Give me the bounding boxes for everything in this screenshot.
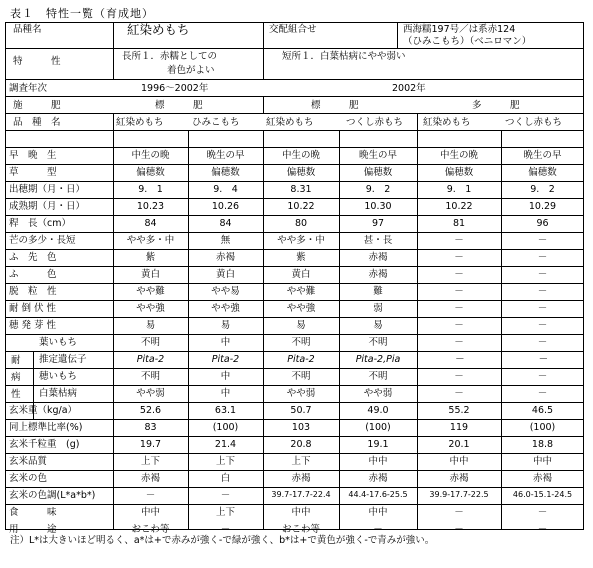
- cell-value: 上下: [215, 507, 235, 518]
- cell-value: (100): [529, 422, 556, 433]
- cell-value: －: [537, 388, 548, 399]
- cell-value: 10.26: [211, 201, 240, 212]
- cell-value: －: [537, 337, 548, 348]
- cell-value: －: [454, 337, 464, 348]
- cell-value: －: [454, 507, 464, 518]
- cell-value: 晩生の早: [358, 150, 397, 161]
- cell-value: 19.1: [367, 439, 389, 450]
- variety-col-5: 紅染めもち: [423, 117, 471, 128]
- row-label: 玄米品質: [9, 456, 48, 467]
- cell-value: 20.8: [290, 439, 312, 450]
- cell-value: 80: [294, 218, 308, 229]
- row-label: 玄米の色調(L*a*b*): [9, 490, 96, 501]
- cell-value: 10.22: [287, 201, 315, 212]
- fert-heavy: 多 肥: [472, 100, 520, 111]
- cell-value: 黄白: [140, 269, 160, 280]
- cell-value: おこわ等: [281, 524, 320, 535]
- disease-group-char-2: 病: [11, 372, 21, 383]
- row-label: 稈 長（cm）: [9, 218, 71, 229]
- row-label: ふ 先 色: [9, 252, 57, 263]
- merit-line-1: 長所１．赤糯としての: [122, 51, 218, 62]
- cross-line-2: （ひみこもち）（べニロマン）: [403, 36, 532, 47]
- cell-value: 赤褐: [368, 269, 388, 280]
- cell-value: 偏穂数: [286, 167, 316, 178]
- cell-value: やや強: [136, 303, 165, 314]
- cell-value: 10.22: [445, 201, 473, 212]
- cell-value: 119: [449, 422, 469, 433]
- cell-value: 9. 1: [446, 184, 472, 195]
- cell-value: やや強: [286, 303, 316, 314]
- cell-value: 18.8: [531, 439, 554, 450]
- row-label: 早 晩 生: [9, 150, 57, 161]
- cell-value: やや多・中: [277, 235, 325, 246]
- row-label: 草 型: [9, 167, 57, 178]
- cell-value: 不明: [291, 371, 311, 382]
- cell-value: 赤褐: [368, 473, 388, 484]
- row-label: 成熟期（月・日）: [9, 201, 86, 212]
- cell-value: 9. 1: [138, 184, 163, 195]
- cell-value: －: [537, 235, 548, 246]
- cell-value: 52.6: [139, 405, 162, 416]
- cell-value: 中生の晩: [281, 150, 320, 161]
- cell-value: 易: [373, 320, 383, 331]
- cell-value: 中中: [140, 507, 160, 518]
- cell-value: やや弱: [363, 388, 393, 399]
- cell-value: 赤褐: [449, 473, 469, 484]
- merit-line-2: 着色がよい: [167, 65, 215, 76]
- cell-value: 中中: [368, 507, 388, 518]
- cell-value: －: [454, 286, 464, 297]
- row-label: 推定遺伝子: [39, 354, 87, 365]
- cell-value: 上下: [140, 456, 160, 467]
- cross-line-1: 西海糯197号／は系赤124: [403, 24, 516, 35]
- variety-name-label: 品種名: [13, 24, 42, 35]
- cell-value: 甚・長: [363, 235, 393, 246]
- cell-value: 中生の晩: [439, 150, 478, 161]
- cell-value: 49.0: [367, 405, 389, 416]
- demerit: 短所１．白葉枯病にやや弱い: [282, 51, 406, 62]
- cell-value: 偏穂数: [528, 167, 557, 178]
- cell-value: 中中: [368, 456, 388, 467]
- cell-value: 不明: [368, 371, 388, 382]
- cell-value: (100): [212, 422, 239, 433]
- row-label: 脱 粒 性: [9, 286, 57, 297]
- cell-value: －: [454, 252, 464, 263]
- cell-value: 84: [219, 218, 232, 229]
- cell-value: 上下: [291, 456, 311, 467]
- row-label: 芒の多少・長短: [9, 235, 76, 246]
- row-label: 穂 発 芽 性: [9, 320, 57, 331]
- cell-value: 9. 2: [365, 184, 391, 195]
- cell-value: 63.1: [214, 405, 237, 416]
- trait-label: 特 性: [13, 56, 61, 67]
- cell-value: 10.29: [528, 201, 557, 212]
- row-label: 出穂期（月・日）: [9, 184, 86, 195]
- cell-value: 21.4: [214, 439, 237, 450]
- cell-value: 20.1: [448, 439, 470, 450]
- cell-value: 中中: [449, 456, 469, 467]
- cell-value: 10.23: [136, 201, 165, 212]
- cell-value: －: [537, 524, 548, 535]
- variety-row-label: 品 種 名: [13, 117, 61, 128]
- cell-value: やや弱: [136, 388, 165, 399]
- cell-value: Pita-2: [211, 354, 240, 365]
- cell-value: 55.2: [448, 405, 470, 416]
- cell-value: 赤褐: [291, 473, 311, 484]
- cell-value: 易: [145, 320, 156, 331]
- cell-value: 103: [291, 422, 311, 433]
- cell-value: －: [454, 371, 464, 382]
- cell-value: 赤褐: [368, 252, 388, 263]
- cell-value: －: [454, 524, 464, 535]
- cell-value: 難: [373, 286, 383, 297]
- cell-value: 晩生の早: [206, 150, 245, 161]
- cell-value: 19.7: [139, 439, 162, 450]
- trait-table: [5, 22, 584, 535]
- cell-value: 偏穂数: [136, 167, 165, 178]
- cell-value: －: [537, 320, 548, 331]
- cell-value: 83: [144, 422, 157, 433]
- cell-value: 9. 2: [530, 184, 555, 195]
- cell-value: 赤褐: [532, 473, 552, 484]
- row-label: 玄米千粒重 (g): [9, 439, 80, 450]
- cell-value: 易: [296, 320, 306, 331]
- cell-value: －: [145, 490, 156, 501]
- cell-value: Pita-2: [287, 354, 315, 365]
- cell-value: －: [454, 388, 464, 399]
- cell-value: 黄白: [291, 269, 311, 280]
- cell-value: 81: [452, 218, 466, 229]
- variety-col-4: つくし赤もち: [346, 117, 404, 128]
- cell-value: 8.31: [290, 184, 312, 195]
- cell-value: Pita-2: [136, 354, 165, 365]
- cell-value: 中生の晩: [131, 150, 170, 161]
- cell-value: －: [537, 269, 548, 280]
- cell-value: 9. 4: [213, 184, 238, 195]
- row-label: 玄米重（kg/a）: [9, 405, 78, 416]
- cell-value: やや難: [286, 286, 316, 297]
- cell-value: －: [537, 252, 548, 263]
- cell-value: －: [537, 286, 548, 297]
- row-label: 玄米の色: [9, 473, 48, 484]
- cell-value: 39.9-17.7-22.5: [429, 490, 489, 499]
- cell-value: 上下: [215, 456, 235, 467]
- cell-value: やや強: [211, 303, 240, 314]
- cell-value: やや弱: [286, 388, 316, 399]
- row-label: 葉いもち: [39, 337, 78, 348]
- cell-value: 偏穂数: [444, 167, 474, 178]
- cell-value: 中中: [532, 456, 552, 467]
- cell-value: 不明: [368, 337, 388, 348]
- table-title: 表１ 特性一覧（育成地）: [10, 7, 154, 20]
- cell-value: 50.7: [290, 405, 312, 416]
- cell-value: 易: [220, 320, 231, 331]
- cell-value: 46.0-15.1-24.5: [512, 490, 573, 499]
- variety-col-3: 紅染めもち: [266, 117, 314, 128]
- cell-value: 中中: [291, 507, 311, 518]
- cell-value: やや難: [136, 286, 165, 297]
- survey-year-label: 調査年次: [9, 83, 48, 94]
- survey-years-b: 2002年: [392, 83, 426, 94]
- cell-value: 無: [220, 235, 231, 246]
- fert-standard-2: 標 肥: [311, 100, 359, 111]
- cell-value: －: [537, 303, 548, 314]
- cell-value: 赤褐: [215, 252, 235, 263]
- cell-value: －: [537, 354, 548, 365]
- cross-label: 交配組合せ: [269, 24, 317, 35]
- disease-group-char-1: 耐: [11, 355, 21, 366]
- cell-value: －: [454, 354, 464, 365]
- cell-value: －: [454, 269, 464, 280]
- cell-value: －: [220, 490, 231, 501]
- cell-value: 白: [220, 473, 231, 484]
- variety-col-6: つくし赤もち: [505, 117, 563, 128]
- cell-value: やや多・中: [126, 235, 175, 246]
- variety-name: 紅染めもち: [127, 22, 190, 37]
- row-label: 同上標準比率(%): [9, 422, 83, 433]
- row-label: 食 味: [9, 507, 57, 518]
- fert-standard-1: 標 肥: [155, 100, 203, 111]
- row-label: 耐 倒 伏 性: [9, 303, 57, 314]
- row-label: 用 途: [9, 524, 57, 535]
- cell-value: 偏穂数: [363, 167, 393, 178]
- cell-value: 44.4-17.6-25.5: [348, 490, 408, 499]
- fert-label: 施 肥: [13, 100, 61, 111]
- row-label: 白葉枯病: [39, 388, 78, 399]
- variety-col-2: ひみこもち: [192, 117, 240, 128]
- cell-value: 不明: [291, 337, 311, 348]
- cell-value: 96: [536, 218, 549, 229]
- cell-value: －: [454, 303, 464, 314]
- cell-value: －: [537, 507, 548, 518]
- cell-value: －: [454, 320, 464, 331]
- cell-value: 不明: [140, 337, 160, 348]
- cell-value: 97: [371, 218, 385, 229]
- footnote: 注）L*は大きいほど明るく、a*は+で赤みが強く-で緑が強く、b*は+で黄色が強く-で青みが強い。: [10, 535, 435, 546]
- row-label: ふ 色: [9, 269, 57, 280]
- survey-years-a: 1996～2002年: [141, 83, 209, 94]
- cell-value: 中: [220, 337, 231, 348]
- cell-value: Pita-2,Pia: [355, 354, 401, 365]
- cell-value: 赤褐: [140, 473, 160, 484]
- cell-value: 中: [220, 388, 231, 399]
- cell-value: (100): [365, 422, 391, 433]
- cell-value: 不明: [140, 371, 160, 382]
- cell-value: 10.30: [364, 201, 392, 212]
- cell-value: 46.5: [531, 405, 554, 416]
- cell-value: 39.7-17.7-22.4: [271, 490, 331, 499]
- row-label: 穂いもち: [39, 371, 78, 382]
- disease-group-char-3: 性: [11, 389, 21, 400]
- cell-value: おこわ等: [131, 524, 170, 535]
- cell-value: 黄白: [215, 269, 235, 280]
- cell-value: －: [220, 524, 231, 535]
- cell-value: 中: [220, 371, 231, 382]
- variety-col-1: 紅染めもち: [116, 117, 164, 128]
- cell-value: 晩生の早: [523, 150, 562, 161]
- cell-value: 偏穂数: [211, 167, 240, 178]
- cell-value: －: [537, 371, 548, 382]
- cell-value: 紫: [145, 252, 156, 263]
- cell-value: －: [373, 524, 383, 535]
- cell-value: 紫: [296, 252, 306, 263]
- cell-value: やや易: [211, 286, 240, 297]
- cell-value: －: [454, 235, 464, 246]
- cell-value: 84: [144, 218, 157, 229]
- cell-value: 弱: [373, 303, 383, 314]
